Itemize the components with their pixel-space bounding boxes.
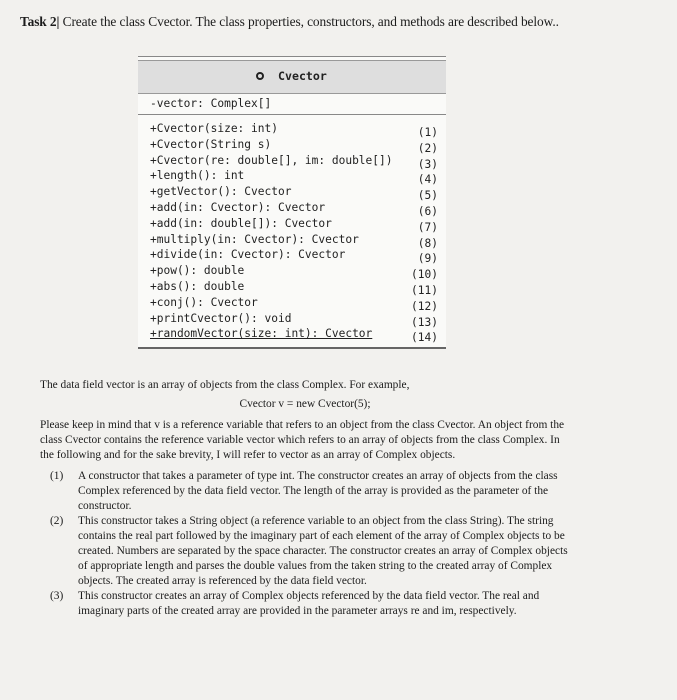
intro-paragraph: The data field vector is an array of objects from the class Complex. For example,	[40, 379, 410, 391]
method-number: (7)	[417, 220, 438, 234]
uml-method: +getVector(): Cvector	[150, 185, 292, 199]
description-text	[40, 378, 570, 619]
class-circle-icon	[256, 72, 264, 80]
list-item-number: (2)	[50, 515, 64, 527]
uml-class-header	[138, 60, 446, 94]
code-example: Cvector v = new Cvector(5);	[239, 398, 371, 410]
uml-class-name: Cvector	[278, 69, 327, 83]
task-label: Task 2|	[20, 14, 60, 29]
list-item-number: (1)	[50, 470, 64, 482]
method-number: (3)	[417, 157, 438, 171]
list-item	[40, 589, 570, 619]
method-number: (10)	[411, 268, 438, 282]
method-number: (6)	[417, 204, 438, 218]
task-heading	[20, 14, 660, 30]
list-item-number: (3)	[50, 590, 64, 602]
uml-method: +Cvector(re: double[], im: double[])	[150, 153, 393, 167]
uml-top-border	[138, 56, 446, 57]
uml-method: +length(): int	[150, 169, 245, 183]
method-number: (14)	[411, 331, 438, 345]
uml-method: +Cvector(size: int)	[150, 122, 278, 135]
list-item-text: A constructor that takes a parameter of type int. The constructor creates an array of objects from the class Complex referenced by the data field vector. The length of the array is provided as the parameter of the constructor.	[78, 470, 558, 512]
method-number: (12)	[411, 299, 438, 313]
method-number: (5)	[417, 189, 438, 203]
uml-attribute: -vector: Complex[]	[150, 97, 272, 110]
uml-method-numbers	[411, 125, 438, 346]
list-item-text: This constructor takes a String object (a reference variable to an object from the class String). The string contains the real part followed by the imaginary part of each element of the array of Complex objects to be created. Numbers are separated by the space character. The constructor creates an array of Complex objects of appropriate length and parses the double values from the taken string to the created array of Complex objects. The created array is referenced by the data field vector.	[78, 515, 568, 587]
uml-method: +add(in: double[]): Cvector	[150, 216, 332, 230]
uml-bottom-border	[138, 347, 446, 349]
list-item	[40, 469, 570, 514]
task-description: Create the class Cvector. The class properties, constructors, and methods are described below..	[62, 14, 559, 29]
method-number: (13)	[411, 315, 438, 329]
method-number: (2)	[417, 141, 438, 155]
uml-class-diagram	[138, 56, 446, 349]
uml-method: +multiply(in: Cvector): Cvector	[150, 232, 359, 246]
uml-method: +abs(): double	[150, 279, 245, 293]
method-number: (11)	[411, 283, 438, 297]
method-number: (1)	[417, 126, 438, 139]
method-number: (4)	[417, 173, 438, 187]
note-paragraph: Please keep in mind that v is a reference variable that refers to an object from the class Cvector. An object from the class Cvector contains the reference variable vector which refers to an array of objects from the class Complex. In the following and for the sake brevity, I will refer to vector as an array of Complex objects.	[40, 419, 565, 461]
method-number: (9)	[417, 252, 438, 266]
numbered-list	[40, 469, 570, 619]
uml-method: +randomVector(size: int): Cvector	[150, 327, 373, 341]
uml-method: +divide(in: Cvector): Cvector	[150, 248, 346, 262]
uml-method: +printCvector(): void	[150, 311, 292, 325]
list-item-text: This constructor creates an array of Complex objects referenced by the data field vector. The real and imaginary parts of the created array are provided in the parameter arrays re and im, respectively.	[78, 590, 540, 617]
uml-method: +pow(): double	[150, 264, 245, 278]
uml-method: +add(in: Cvector): Cvector	[150, 200, 326, 214]
uml-method: +conj(): Cvector	[150, 295, 258, 309]
uml-attribute-divider	[138, 114, 446, 115]
uml-method: +Cvector(String s)	[150, 137, 272, 151]
list-item	[40, 514, 570, 589]
method-number: (8)	[417, 236, 438, 250]
uml-methods-list	[150, 121, 392, 342]
